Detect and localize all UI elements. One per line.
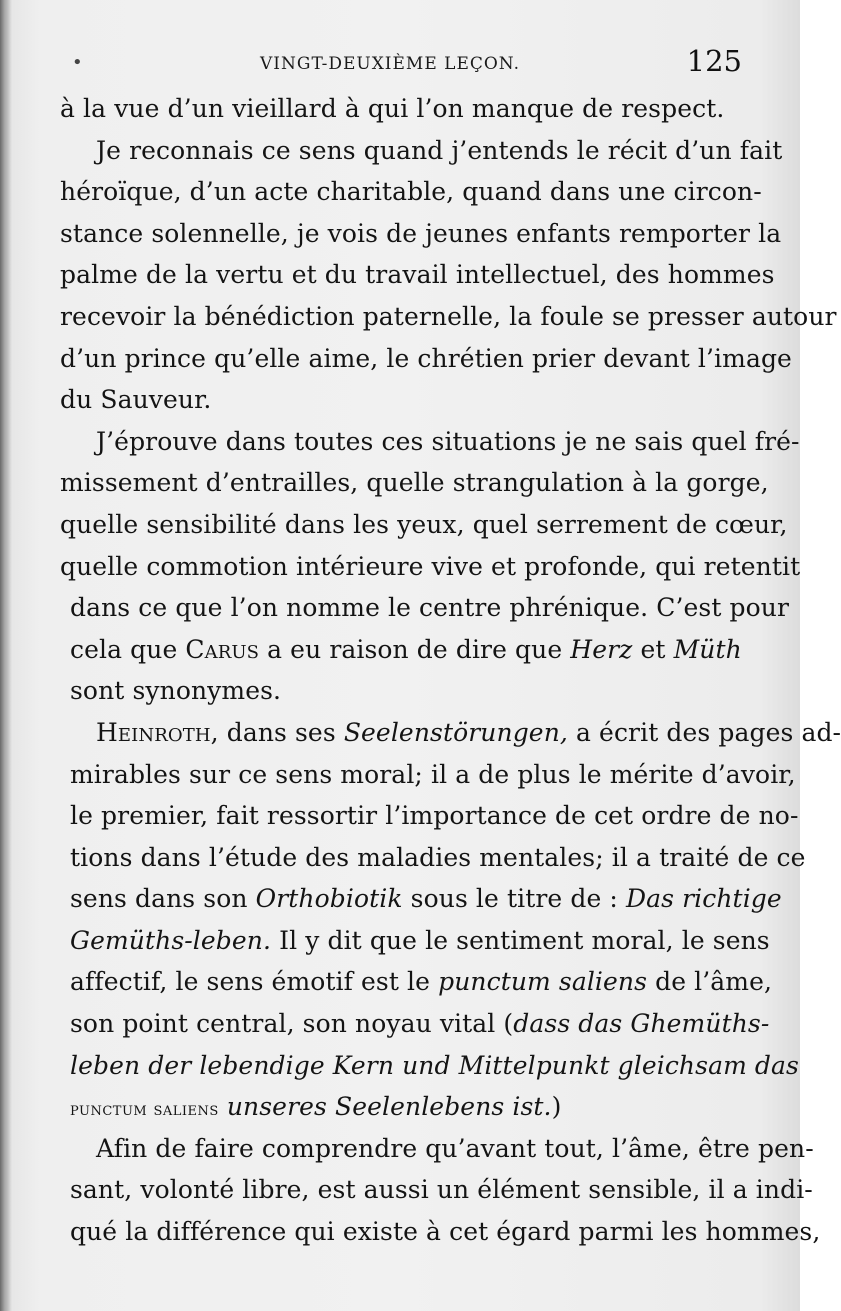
text-line: cela que Carus a eu raison de dire que Herz et Müth	[70, 634, 742, 664]
text-line: sant, volonté libre, est aussi un élément sensible, il a indi-	[70, 1175, 813, 1205]
page-number: 125	[686, 44, 742, 78]
text-line: quelle commotion intérieure vive et profonde, qui retentit	[60, 551, 801, 581]
body-text	[60, 88, 841, 1253]
text-line: punctum saliens unseres Seelenlebens ist.)	[70, 1092, 562, 1122]
text-line: Je reconnais ce sens quand j’entends le récit d’un fait	[96, 135, 783, 165]
text-line: missement d’entrailles, quelle strangulation à la gorge,	[60, 468, 769, 498]
page-header	[60, 44, 750, 84]
text-line: sont synonymes.	[70, 676, 282, 706]
text-line: tions dans l’étude des maladies mentales; il a traité de ce	[70, 842, 806, 872]
page-binding-shadow	[0, 0, 12, 1311]
text-line: Afin de faire comprendre qu’avant tout, l’âme, être pen-	[96, 1133, 814, 1163]
author-name-carus: Carus	[185, 634, 260, 664]
text-line: qué la différence qui existe à cet égard parmi les hommes,	[70, 1217, 821, 1247]
text-line: le premier, fait ressortir l’importance de cet ordre de no-	[70, 801, 799, 831]
author-name-heinroth: Heinroth	[96, 717, 211, 747]
text-line: Gemüths-leben. Il y dit que le sentiment moral, le sens	[70, 925, 770, 955]
text-line: stance solennelle, je vois de jeunes enfants remporter la	[60, 218, 782, 248]
text-line: sens dans son Orthobiotik sous le titre de : Das richtige	[70, 884, 782, 914]
text-line: leben der lebendige Kern und Mittelpunkt gleichsam das	[70, 1050, 799, 1080]
text-line: quelle sensibilité dans les yeux, quel serrement de cœur,	[60, 509, 788, 539]
running-title: VINGT-DEUXIÈME LEÇON.	[260, 54, 520, 74]
text-line: héroïque, d’un acte charitable, quand dans une circon-	[60, 177, 762, 207]
text-line: palme de la vertu et du travail intellectuel, des hommes	[60, 260, 775, 290]
text-line: affectif, le sens émotif est le punctum saliens de l’âme,	[70, 967, 773, 997]
text-line: du Sauveur.	[60, 385, 212, 415]
text-line: d’un prince qu’elle aime, le chrétien prier devant l’image	[60, 343, 792, 373]
text-line: recevoir la bénédiction paternelle, la foule se presser autour	[60, 301, 837, 331]
text-line: mirables sur ce sens moral; il a de plus le mérite d’avoir,	[70, 759, 796, 789]
text-line: son point central, son noyau vital (dass das Ghemüths-	[70, 1009, 770, 1039]
header-mark: •	[72, 52, 83, 73]
text-line: Heinroth, dans ses Seelenstörungen, a écrit des pages ad-	[96, 717, 841, 747]
text-line: à la vue d’un vieillard à qui l’on manque de respect.	[60, 94, 725, 123]
text-line: dans ce que l’on nomme le centre phrénique. C’est pour	[70, 593, 790, 623]
text-line: J’éprouve dans toutes ces situations je ne sais quel fré-	[96, 426, 800, 456]
